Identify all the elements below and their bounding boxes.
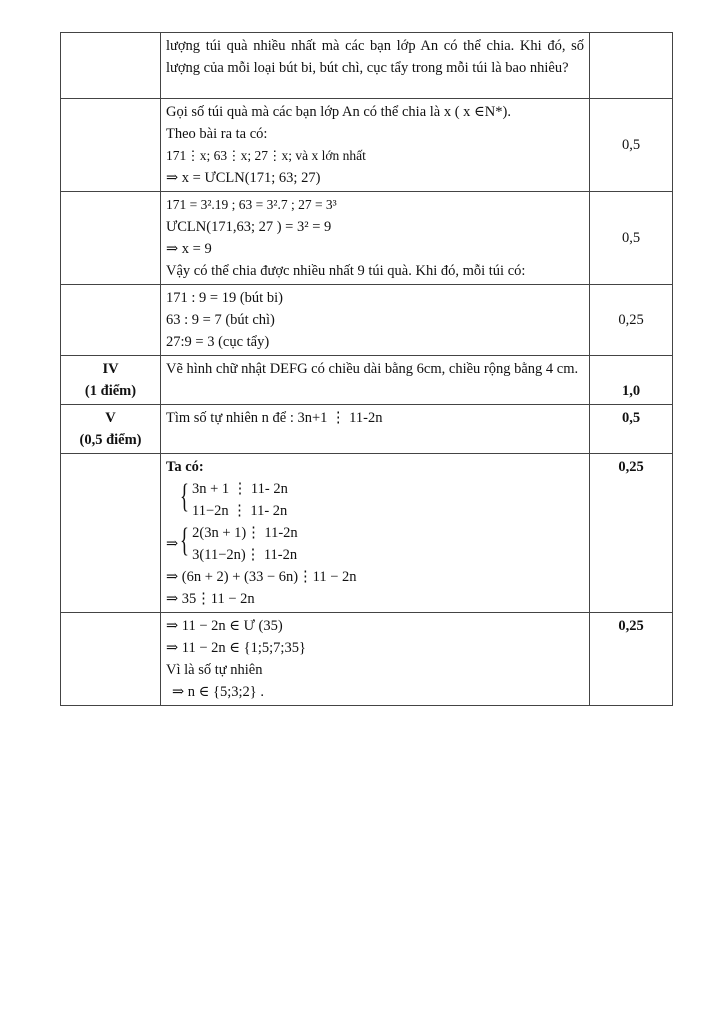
text-line: Vì là số tự nhiên [166, 662, 263, 678]
score-cell: 0,5 [590, 405, 673, 454]
math-line: 2(3n + 1)⋮ 11-2n [192, 525, 298, 541]
content-cell [161, 356, 590, 405]
label-cell [61, 192, 161, 285]
text-line: 171 : 9 = 19 (bút bi) [166, 290, 283, 306]
score-cell: 0,5 [590, 192, 673, 285]
label-cell [61, 405, 161, 454]
math-line: 3(11−2n)⋮ 11-2n [192, 547, 298, 563]
table-row [61, 613, 673, 706]
table-row [61, 99, 673, 192]
equation-system [166, 478, 584, 522]
math-line: ⇒ 11 − 2n ∈ {1;5;7;35} [166, 640, 306, 656]
math-line: ⇒ 11 − 2n ∈ Ư (35) [166, 618, 283, 634]
problem-text: Tìm số tự nhiên n để : 3n+1 ⋮ 11-2n [166, 410, 383, 426]
table-row [61, 285, 673, 356]
text-line: ⇒ x = 9 [166, 241, 212, 257]
content-cell [161, 285, 590, 356]
brace-icon: { [180, 522, 190, 559]
content-cell [161, 33, 590, 99]
section-points: (1 điểm) [84, 383, 137, 399]
problem-text: lượng túi quà nhiều nhất mà các bạn lớp An có thể chia. Khi đó, số lượng của mỗi loại bút bi, bút chì, cục tẩy trong mỗi túi là bao nhiêu? [166, 38, 584, 76]
table-row [61, 192, 673, 285]
answer-table [60, 32, 673, 706]
text-line: ƯCLN(171,63; 27 ) = 3² = 9 [166, 219, 332, 235]
score-cell [590, 33, 673, 99]
content-cell [161, 405, 590, 454]
table-row [61, 405, 673, 454]
score-cell: 0,25 [590, 613, 673, 706]
math-line: 3n + 1 ⋮ 11- 2n [192, 481, 288, 497]
label-cell [61, 454, 161, 613]
problem-text: Vẽ hình chữ nhật DEFG có chiều dài bằng 6cm, chiều rộng bằng 4 cm. [166, 361, 579, 377]
label-cell [61, 613, 161, 706]
section-points: (0,5 điểm) [79, 432, 142, 448]
math-line: ⇒ 35⋮11 − 2n [166, 591, 255, 607]
content-cell [161, 613, 590, 706]
label-cell [61, 33, 161, 99]
math-line: 171 = 3².19 ; 63 = 3².7 ; 27 = 3³ [166, 197, 337, 212]
text-line: Vậy có thể chia được nhiều nhất 9 túi quà. Khi đó, mỗi túi có: [166, 263, 526, 279]
section-label: IV [102, 361, 119, 377]
implies-icon: ⇒ [166, 536, 179, 552]
brace-icon: { [180, 478, 189, 515]
content-cell [161, 454, 590, 613]
section-label: V [105, 410, 116, 426]
score-cell: 0,25 [590, 454, 673, 613]
score-cell: 0,5 [590, 99, 673, 192]
label-cell [61, 356, 161, 405]
text-line: 27:9 = 3 (cục tẩy) [166, 334, 270, 350]
text-line: ⇒ x = ƯCLN(171; 63; 27) [166, 170, 321, 186]
label-cell [61, 285, 161, 356]
text-line: 63 : 9 = 7 (bút chì) [166, 312, 275, 328]
math-line: 11−2n ⋮ 11- 2n [192, 503, 288, 519]
score-cell: 0,25 [590, 285, 673, 356]
math-line: ⇒ (6n + 2) + (33 − 6n)⋮11 − 2n [166, 569, 357, 585]
equation-system [166, 522, 584, 566]
text-line: Gọi số túi quà mà các bạn lớp An có thể chia là x ( x ∈N*). [166, 104, 511, 120]
table-row [61, 454, 673, 613]
content-cell [161, 192, 590, 285]
heading-text: Ta có: [166, 459, 204, 475]
math-line: 171⋮x; 63⋮x; 27⋮x; và x lớn nhất [166, 148, 366, 163]
math-line: ⇒ n ∈ {5;3;2} . [172, 684, 264, 700]
table-row [61, 356, 673, 405]
content-cell [161, 99, 590, 192]
label-cell [61, 99, 161, 192]
table-row [61, 33, 673, 99]
score-cell: 1,0 [590, 356, 673, 405]
text-line: Theo bài ra ta có: [166, 126, 268, 142]
